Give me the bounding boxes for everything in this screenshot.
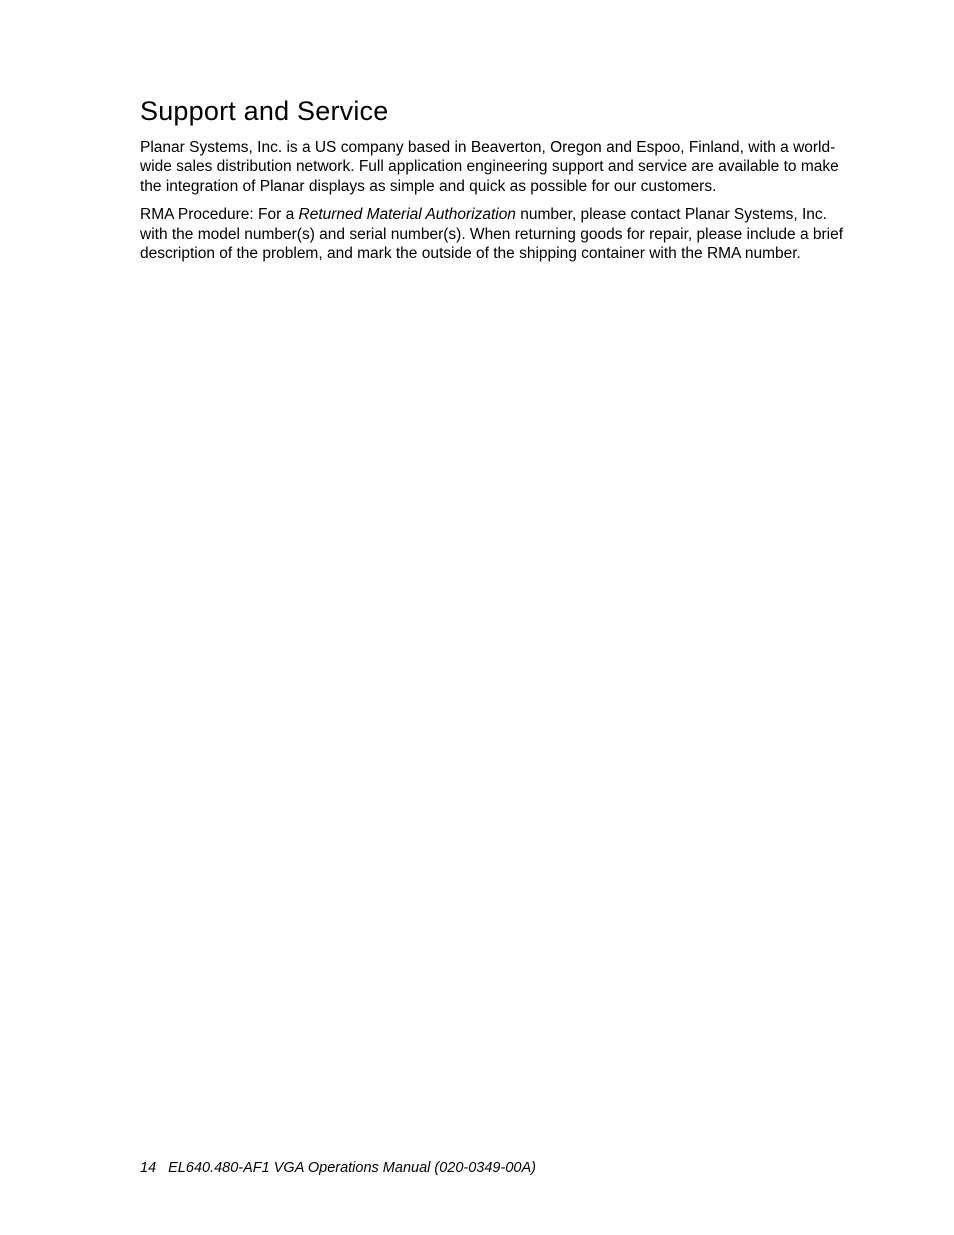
intro-paragraph: Planar Systems, Inc. is a US company based in Beaverton, Oregon and Espoo, Finland, with a world-wide sales distribution network. Full application engineering support and service are available to make the integration of Planar displays as simple and quick as possible for our customers. xyxy=(140,139,839,195)
rma-lead: : For a xyxy=(249,206,299,224)
rma-paragraph xyxy=(140,205,852,263)
rma-term: Returned Material Authorization xyxy=(298,206,516,224)
page-footer xyxy=(140,1158,536,1178)
rma-body: number, please contact Planar Systems, Inc. with the model number(s) and serial number(s). When returning goods for repair, please include a brief description of the problem, and mark the outside of the shipping container with the RMA number. xyxy=(140,206,844,263)
section-title: Support and Service xyxy=(140,96,389,126)
rma-label: RMA Procedure xyxy=(140,206,250,224)
page-content xyxy=(140,94,852,272)
manual-title: EL640.480-AF1 VGA Operations Manual (020-0349-00A) xyxy=(168,1160,536,1176)
page-number: 14 xyxy=(140,1160,157,1176)
